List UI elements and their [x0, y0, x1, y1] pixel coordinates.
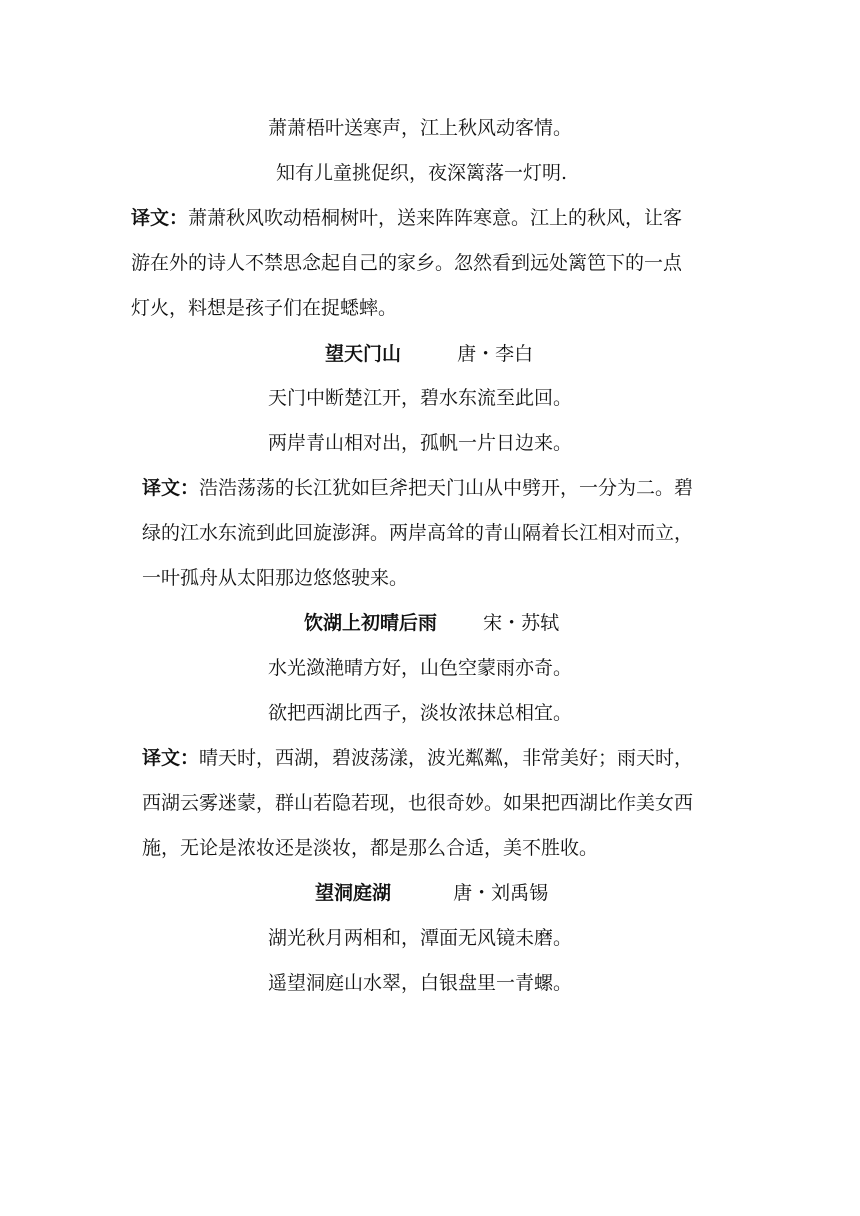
translation-line: 绿的江水东流到此回旋澎湃。两岸高耸的青山隔着长江相对而立，	[142, 522, 694, 544]
poem-heading	[315, 879, 548, 907]
translation-text: 浩浩荡荡的长江犹如巨斧把天门山从中劈开，一分为二。碧	[199, 477, 694, 499]
translation-line: 西湖云雾迷蒙，群山若隐若现，也很奇妙。如果把西湖比作美女西	[142, 792, 694, 814]
translation-text: 晴天时，西湖，碧波荡漾，波光粼粼，非常美好；雨天时，	[199, 747, 694, 769]
poem-author: 唐・刘禹锡	[453, 882, 549, 904]
translation-line: 游在外的诗人不禁思念起自己的家乡。忽然看到远处篱笆下的一点	[131, 252, 683, 274]
poem-heading	[304, 609, 559, 637]
poem-title: 望天门山	[325, 343, 402, 365]
translation-line	[142, 474, 693, 502]
poem-author: 宋・苏轼	[483, 612, 560, 634]
poem-line: 湖光秋月两相和，潭面无风镜未磨。	[268, 927, 573, 949]
poem-title: 饮湖上初晴后雨	[304, 612, 438, 634]
poem-line: 天门中断楚江开，碧水东流至此回。	[268, 387, 573, 409]
poem-line: 遥望洞庭山水翠，白银盘里一青螺。	[268, 972, 573, 994]
poem-heading	[325, 340, 533, 368]
poem-author: 唐・李白	[457, 343, 534, 365]
translation-label: 译文：	[131, 207, 189, 229]
poem-line: 欲把西湖比西子，淡妆浓抹总相宜。	[268, 702, 573, 724]
translation-label: 译文：	[142, 747, 200, 769]
translation-line: 一叶孤舟从太阳那边悠悠驶来。	[142, 567, 409, 589]
translation-line: 施，无论是浓妆还是淡妆，都是那么合适，美不胜收。	[142, 837, 599, 859]
translation-label: 译文：	[142, 477, 200, 499]
translation-line	[131, 204, 682, 232]
translation-line: 灯火，料想是孩子们在捉蟋蟀。	[131, 297, 398, 319]
translation-line	[142, 744, 693, 772]
poem-line: 知有儿童挑促织，夜深篱落一灯明.	[276, 162, 568, 184]
poem-line: 萧萧梧叶送寒声，江上秋风动客情。	[268, 117, 573, 139]
translation-text: 萧萧秋风吹动梧桐树叶，送来阵阵寒意。江上的秋风，让客	[188, 207, 683, 229]
poem-line: 水光潋滟晴方好，山色空蒙雨亦奇。	[268, 657, 573, 679]
poem-title: 望洞庭湖	[315, 882, 392, 904]
poem-line: 两岸青山相对出，孤帆一片日边来。	[268, 432, 573, 454]
